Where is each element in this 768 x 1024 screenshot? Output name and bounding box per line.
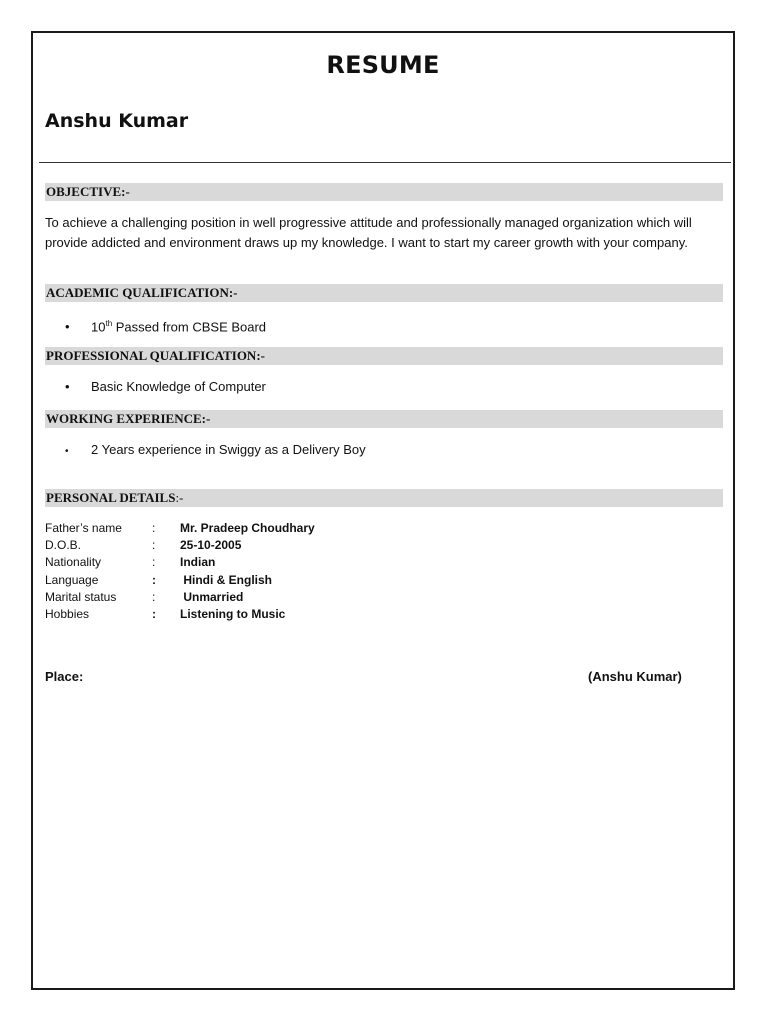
detail-label: D.O.B. (45, 538, 82, 553)
detail-row-dob (45, 537, 315, 554)
detail-row-hobbies (45, 606, 315, 623)
candidate-name: Anshu Kumar (45, 110, 189, 132)
objective-text: To achieve a challenging position in well progressive attitude and professionally managed organization which will provide addicted and environment draws up my knowledge. I want to start my career growth with your company. (45, 215, 692, 250)
detail-row-father (45, 520, 315, 537)
detail-label: Hobbies (45, 606, 90, 621)
detail-value: 25-10-2005 (180, 538, 242, 553)
detail-colon: : (152, 538, 156, 553)
detail-colon: : (152, 555, 156, 570)
header-divider (39, 162, 731, 163)
detail-colon: : (152, 521, 156, 535)
detail-value: Mr. Pradeep Choudhary (180, 521, 315, 535)
detail-row-nationality (45, 554, 315, 571)
bullet-icon: • (65, 379, 70, 394)
detail-colon: : (152, 572, 156, 587)
bullet-icon: • (65, 319, 70, 335)
document-title: RESUME (326, 51, 440, 79)
academic-item-sup: th (105, 319, 113, 328)
detail-label: Marital status (45, 589, 117, 604)
academic-item-text: Passed from CBSE Board (112, 319, 267, 335)
professional-item-text: Basic Knowledge of Computer (91, 379, 266, 394)
resume-page (31, 31, 735, 990)
detail-row-marital (45, 589, 315, 606)
detail-value: Listening to Music (180, 606, 286, 621)
detail-value: Hindi & English (180, 572, 272, 587)
professional-item (65, 378, 266, 396)
academic-heading: ACADEMIC QUALIFICATION:- (45, 284, 723, 302)
detail-label: Language (45, 572, 99, 587)
signature-name: (Anshu Kumar) (588, 669, 682, 684)
experience-heading: WORKING EXPERIENCE:- (45, 410, 723, 428)
objective-heading: OBJECTIVE:- (45, 183, 723, 201)
bullet-icon: • (65, 446, 69, 457)
personal-heading (45, 489, 723, 507)
detail-colon: : (152, 589, 156, 604)
detail-colon: : (152, 606, 156, 621)
personal-details-list (45, 520, 315, 623)
place-label: Place: (45, 669, 84, 684)
academic-item (65, 315, 266, 336)
experience-item-text: 2 Years experience in Swiggy as a Delivery Boy (91, 442, 366, 457)
personal-heading-suffix: :- (175, 490, 184, 505)
academic-item-num: 10 (91, 319, 106, 335)
detail-value: Unmarried (180, 589, 244, 604)
experience-item (65, 441, 366, 461)
detail-label: Nationality (45, 555, 102, 570)
detail-label: Father’s name (45, 521, 122, 535)
detail-row-language (45, 572, 315, 589)
detail-value: Indian (180, 555, 216, 570)
professional-heading: PROFESSIONAL QUALIFICATION:- (45, 347, 723, 365)
personal-heading-text: PERSONAL DETAILS (46, 490, 176, 505)
